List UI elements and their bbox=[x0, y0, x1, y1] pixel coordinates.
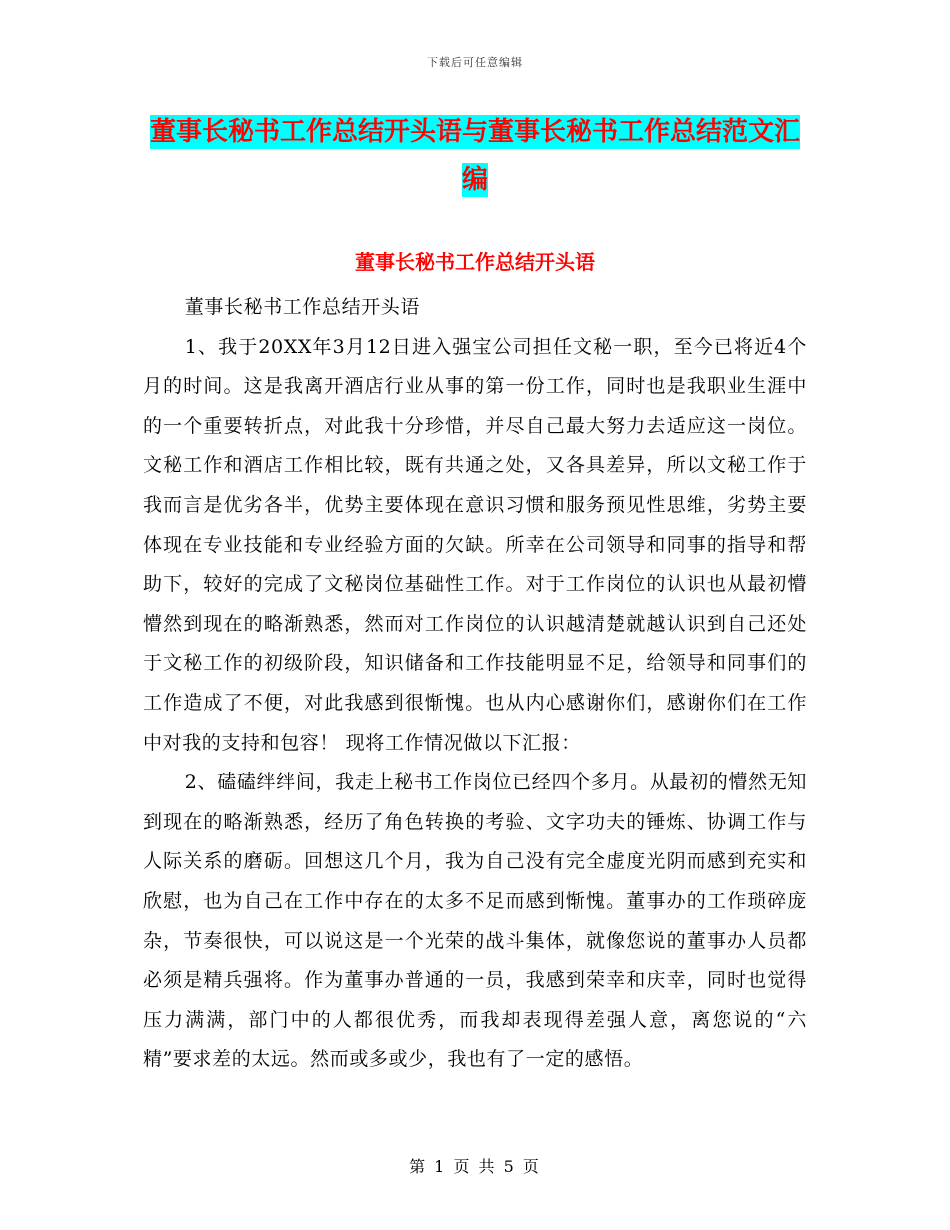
page-footer: 第 1 页 共 5 页 bbox=[409, 1157, 541, 1176]
paragraph-subtitle: 董事长秘书工作总结开头语 bbox=[184, 296, 420, 318]
paragraph-1: 1、我于20XX年3月12日进入强宝公司担任文秘一职，至今已将近4个月的时间。这是我离开酒店行业从事的第一份工作，同时也是我职业生涯中的一个重要转折点，对此我十分珍惜，并尽自己最大努力去适应这一岗位。文秘工作和酒店工作相比较，既有共通之处，又各具差异，所以文秘工作于我而言是优劣各半，优势主要体现在意识习惯和服务预见性思维，劣势主要体现在专业技能和专业经验方面的欠缺。所幸在公司领导和同事的指导和帮助下，较好的完成了文秘岗位基础性工作。对于工作岗位的认识也从最初懵懵然到现在的略渐熟悉，然而对工作岗位的认识越清楚就越认识到自己还处于文秘工作的初级阶段，知识储备和工作技能明显不足，给领导和同事们的工作造成了不便，对此我感到很惭愧。也从内心感谢你们，感谢你们在工作中对我的支持和包容！ 现将工作情况做以下汇报： bbox=[143, 335, 807, 754]
document-title-text: 董事长秘书工作总结开头语与董事长秘书工作总结范文汇编 bbox=[149, 117, 800, 195]
section-title: 董事长秘书工作总结开头语 bbox=[355, 250, 595, 274]
header-note: 下载后可任意编辑 bbox=[427, 56, 523, 69]
document-title bbox=[140, 108, 810, 204]
body-text bbox=[143, 288, 807, 1080]
paragraph-2: 2、磕磕绊绊间，我走上秘书工作岗位已经四个多月。从最初的懵然无知到现在的略渐熟悉，经历了角色转换的考验、文字功夫的锤炼、协调工作与人际关系的磨砺。回想这几个月，我为自己没有完全虚度光阴而感到充实和欣慰，也为自己在工作中存在的太多不足而感到惭愧。董事办的工作琐碎庞杂，节奏很快，可以说这是一个光荣的战斗集体，就像您说的董事办人员都必须是精兵强将。作为董事办普通的一员，我感到荣幸和庆幸，同时也觉得压力满满，部门中的人都很优秀，而我却表现得差强人意，离您说的“六精”要求差的太远。然而或多或少，我也有了一定的感悟。 bbox=[143, 771, 807, 1071]
